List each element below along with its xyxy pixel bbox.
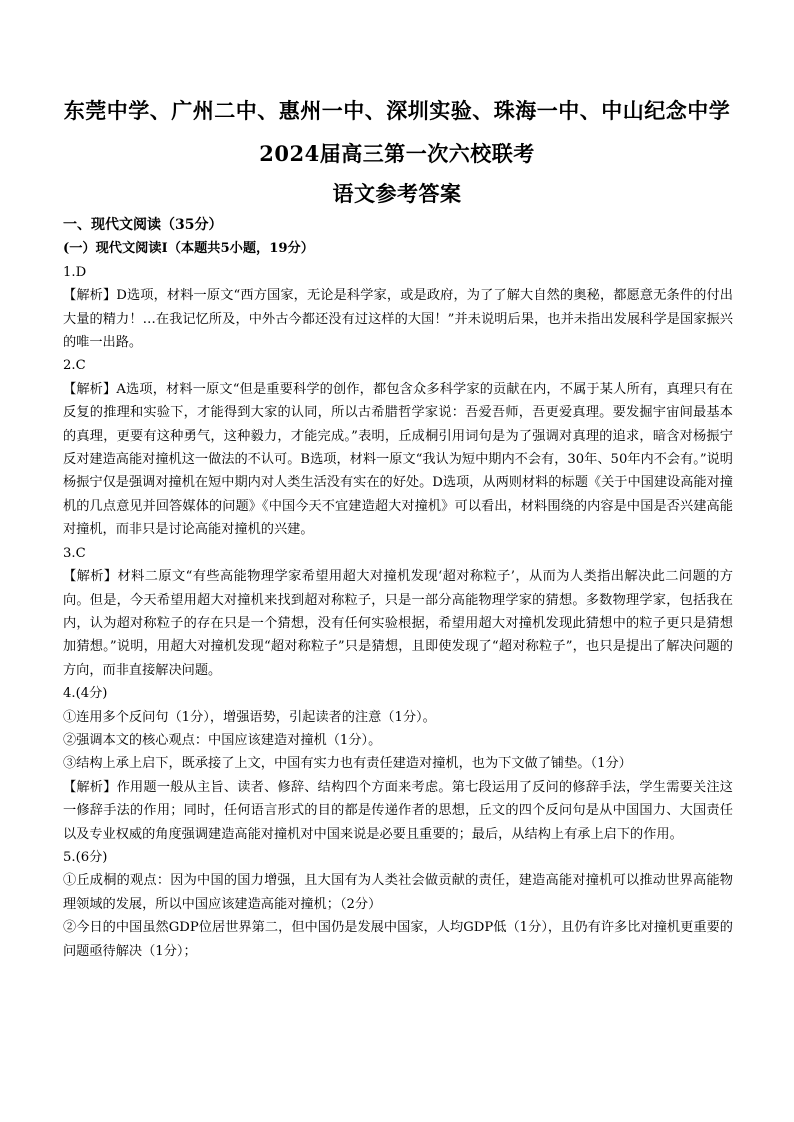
q3-answer: 3.C: [63, 545, 86, 561]
q3-analysis: 【解析】材料二原文“有些高能物理学家希望用超大对撞机发现‘超对称粒子’，从而为人类指出解决此二问题的方向。但是，今天希望用超大对撞机来找到超对称粒子，只是一部分高能物理学家的猜想。多数物理学家，包括我在内，认为超对称粒子的存在只是一个猜想，没有任何实验根据，希望用超大对撞机发现此猜想中的粒子更只是猜想加猜想。”说明，用超大对撞机发现“超对称粒子”只是猜想，且即使发现了“超对称粒子”，也只是提出了解决问题的方向，而非直接解决问题。: [63, 569, 733, 678]
q1-answer: 1.D: [63, 264, 87, 280]
section-heading: 一、现代文阅读（35分）: [63, 217, 223, 233]
q2-answer: 2.C: [63, 358, 86, 374]
q5-point-2: ②今日的中国虽然GDP位居世界第二，但中国仍是发展中国家，人均GDP低（1分），且仍有许多比对撞机更重要的问题亟待解决（1分）；: [63, 920, 733, 959]
q4-answer: 4.(4分): [63, 686, 108, 702]
answer-body: [63, 214, 733, 963]
q4-point-1: ①连用多个反问句（1分），增强语势，引起读者的注意（1分）。: [63, 709, 436, 725]
q1-analysis: 【解析】D选项，材料一原文“西方国家，无论是科学家，或是政府，为了了解大自然的奥秘，都愿意无条件的付出大量的精力！…在我记忆所及，中外古今都还没有过这样的大国！”并未说明后果，也并未指出发展科学是国家振兴的唯一出路。: [63, 288, 733, 351]
q2-analysis: 【解析】A选项，材料一原文“但是重要科学的创作，都包含众多科学家的贡献在内，不属于某人所有，真理只有在反复的推理和实验下，才能得到大家的认同，所以古希腊哲学家说：吾爱吾师，吾更爱真理。要发掘宇宙间最基本的真理，更要有这种勇气，这种毅力，才能完成。”表明，丘成桐引用词句是为了强调对真理的追求，暗含对杨振宁反对建造高能对撞机这一做法的不认可。B选项，材料一原文“我认为短中期内不会有，30年、50年内不会有。”说明杨振宁仅是强调对撞机在短中期内对人类生活没有实在的好处。D选项，从两则材料的标题《关于中国建设高能对撞机的几点意见并回答媒体的问题》《中国今天不宜建造超大对撞机》可以看出，材料围绕的内容是中国是否兴建高能对撞机，而非只是讨论高能对撞机的兴建。: [63, 381, 733, 538]
q5-answer: 5.(6分): [63, 849, 108, 865]
subject-title: 语文参考答案: [332, 181, 462, 206]
schools-title: 东莞中学、广州二中、惠州一中、深圳实验、珠海一中、中山纪念中学: [63, 98, 731, 123]
exam-title: 2024届高三第一次六校联考: [259, 141, 535, 166]
subsection-heading: (一）现代文阅读Ⅰ（本题共5小题，19分）: [63, 241, 314, 257]
q4-point-2: ②强调本文的核心观点：中国应该建造对撞机（1分）。: [63, 732, 382, 748]
q5-point-1: ①丘成桐的观点：因为中国的国力增强，且大国有为人类社会做贡献的责任，建造高能对撞机可以推动世界高能物理领域的发展，所以中国应该建造高能对撞机；（2分）: [63, 873, 733, 912]
q4-point-3: ③结构上承上启下，既承接了上文，中国有实力也有责任建造对撞机，也为下文做了铺垫。（1分）: [63, 756, 632, 772]
q4-analysis: 【解析】作用题一般从主旨、读者、修辞、结构四个方面来考虑。第七段运用了反问的修辞手法，学生需要关注这一修辞手法的作用；同时，任何语言形式的目的都是传递作者的思想，丘文的四个反问句是从中国国力、大国责任以及专业权威的角度强调建造高能对撞机对中国来说是必要且重要的；最后，从结构上有承上启下的作用。: [63, 779, 733, 842]
